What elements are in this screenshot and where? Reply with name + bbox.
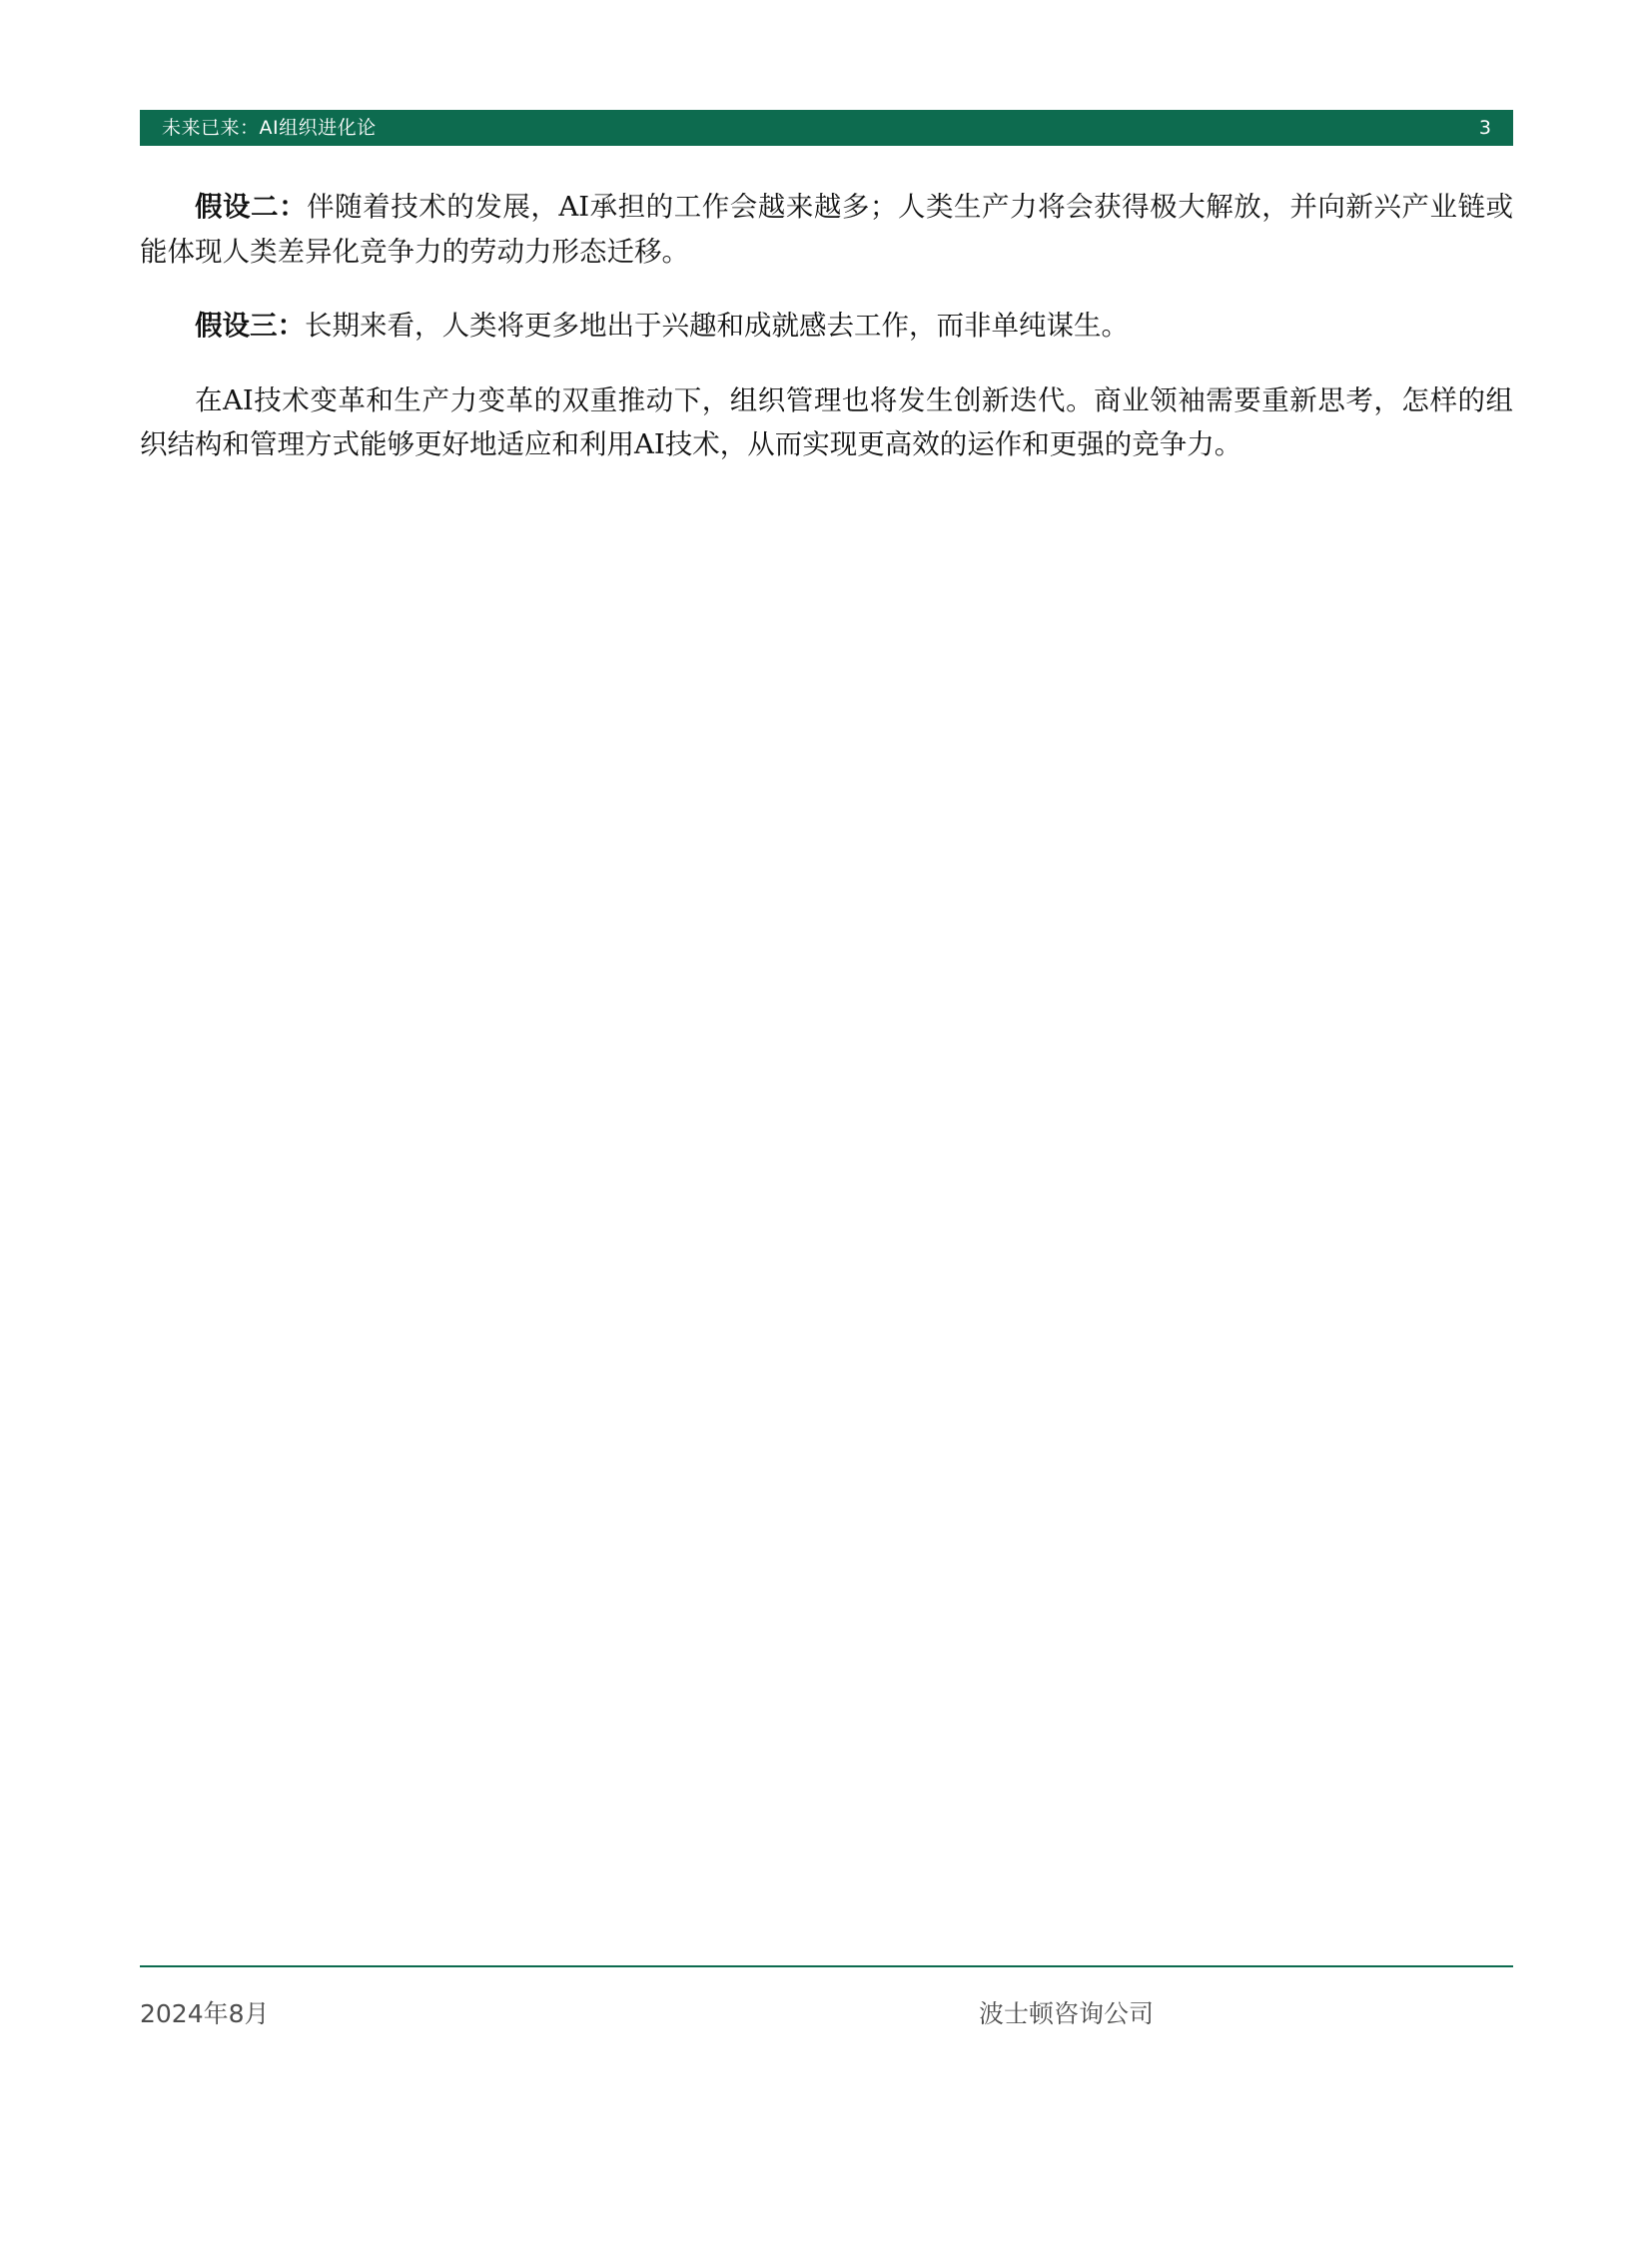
footer-divider <box>140 1965 1513 1967</box>
paragraph-text: 伴随着技术的发展，AI承担的工作会越来越多；人类生产力将会获得极大解放，并向新兴产业链或能体现人类差异化竞争力的劳动力形态迁移。 <box>140 191 1514 268</box>
header-page-number: 3 <box>1478 116 1491 139</box>
page-header-band <box>140 110 1513 146</box>
paragraph-assumption-two <box>140 185 1513 274</box>
paragraph-text: 在AI技术变革和生产力变革的双重推动下，组织管理也将发生创新迭代。商业领袖需要重新思考，怎样的组织结构和管理方式能够更好地适应和利用AI技术，从而实现更高效的运作和更强的竞争力。 <box>140 383 1513 461</box>
footer-company: 波士顿咨询公司 <box>978 1999 1154 2028</box>
footer-date: 2024年8月 <box>140 1999 270 2028</box>
header-document-title: 未来已来：AI组织进化论 <box>162 116 377 139</box>
paragraph-lead-label: 假设三： <box>195 310 305 343</box>
page-body <box>140 185 1513 467</box>
paragraph-conclusion <box>140 378 1513 467</box>
paragraph-assumption-three <box>140 304 1513 349</box>
paragraph-text: 长期来看，人类将更多地出于兴趣和成就感去工作，而非单纯谋生。 <box>305 310 1129 343</box>
page-footer <box>140 1982 1513 2042</box>
paragraph-lead-label: 假设二： <box>195 191 308 223</box>
